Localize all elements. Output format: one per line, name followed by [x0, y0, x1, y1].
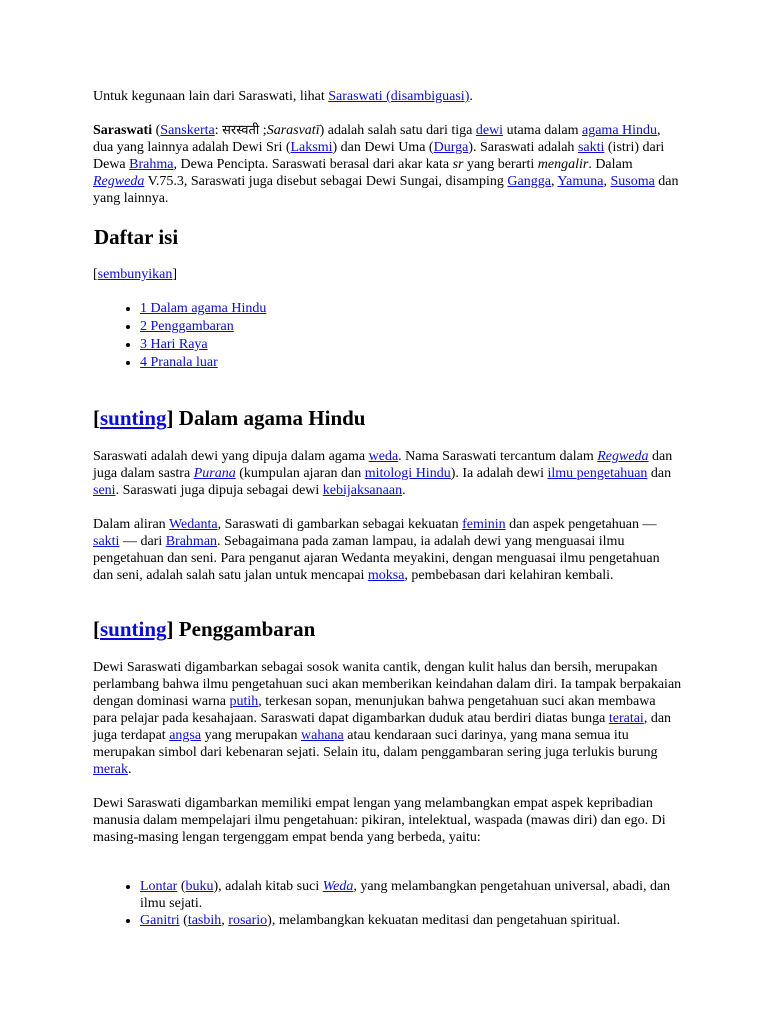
section-title: Dalam agama Hindu [173, 406, 366, 430]
text: utama dalam [503, 123, 582, 138]
text: . Sebagaimana pada zaman lampau, ia adalah dewi yang menguasai ilmu pengetahuan dan seni. Para penganut ajaran Wedanta meyakini, dengan menguasai ilmu pengetahuan dan seni, adalah salah satu jalan untuk mencapai [93, 534, 660, 583]
link-sanskerta[interactable]: Sanskerta [160, 123, 215, 138]
text: dan [647, 466, 672, 481]
text: , [221, 913, 229, 928]
text: , yang melambangkan pengetahuan universal, abadi, dan ilmu sejati. [140, 879, 671, 911]
link-brahman[interactable]: Brahman [165, 534, 218, 549]
toc-link-hari-raya[interactable]: 3 Hari Raya [140, 337, 208, 352]
text: , [550, 174, 558, 189]
link-mitologi-hindu[interactable]: mitologi Hindu [364, 466, 451, 481]
text: , Saraswati di gambarkan sebagai kekuatan [217, 517, 463, 532]
section-heading-dalam-agama-hindu [93, 405, 366, 431]
bracket: [ [93, 617, 100, 641]
text: , [603, 174, 611, 189]
toc-toggle [93, 266, 177, 283]
section-title: Penggambaran [173, 617, 316, 641]
toc-title: Daftar isi [94, 225, 179, 249]
text: , terkesan sopan, menunjukan bahwa pengetahuan suci akan membawa para pelajar pada kesahajaan. Saraswati dapat digambarkan duduk atau berdiri diatas bunga [93, 694, 656, 726]
text: (kumpulan ajaran dan [235, 466, 365, 481]
text: . Saraswati juga dipuja sebagai dewi [115, 483, 323, 498]
text: ) dan Dewi Uma ( [332, 140, 434, 155]
paragraph-dalam-agama-hindu-1 [93, 448, 683, 499]
bracket: ] [166, 617, 174, 641]
text: ), melambangkan kekuatan meditasi dan pengetahuan spiritual. [267, 913, 621, 928]
intro-paragraph [93, 122, 683, 207]
text: ; [259, 123, 267, 138]
link-susoma[interactable]: Susoma [610, 174, 655, 189]
bracket: [ [93, 406, 100, 430]
hatnote [93, 88, 473, 105]
article-subject: Saraswati [93, 123, 153, 138]
text: , pembebasan dari kelahiran kembali. [404, 568, 614, 583]
hatnote-prefix: Untuk kegunaan lain dari Saraswati, lihat [93, 89, 329, 104]
text: (istri) dari Dewa [93, 140, 665, 172]
bracket: ] [166, 406, 174, 430]
toc-link-dalam-agama-hindu[interactable]: 1 Dalam agama Hindu [140, 301, 267, 316]
text: Dewi Saraswati digambarkan sebagai sosok wanita cantik, dengan kulit halus dan bersih, merupakan perlambang bahwa ilmu pengetahuan suci akan memberikan keindahan dalam diri. Ia tampak berpakaian dengan dominasi warna [93, 660, 682, 709]
text: yang merupakan [201, 728, 301, 743]
text: dan aspek pengetahuan — [505, 517, 657, 532]
toc-item [140, 354, 266, 372]
link-tasbih[interactable]: tasbih [187, 913, 222, 928]
link-sakti[interactable]: sakti [577, 140, 605, 155]
link-lontar[interactable]: Lontar [140, 879, 178, 894]
text: ( [152, 123, 161, 138]
text: ), adalah kitab suci [213, 879, 323, 894]
bracket: [ [93, 267, 98, 282]
text: — dari [119, 534, 166, 549]
text: . [127, 762, 132, 777]
paragraph-penggambaran-1 [93, 659, 683, 778]
text: ( [177, 879, 186, 894]
link-seni[interactable]: seni [93, 483, 116, 498]
text: atau kendaraan suci darinya, yang mana semua itu merupakan simbol dari kebenaran sejati. Selain itu, dalam penggambaran sering juga terlukis burung [93, 728, 658, 760]
text: ). Saraswati adalah [468, 140, 578, 155]
iast-name: Sarasvatī [266, 123, 320, 138]
text: , Dewa Pencipta. Saraswati berasal dari akar kata [173, 157, 453, 172]
text: . Nama Saraswati tercantum dalam [398, 449, 598, 464]
link-kebijaksanaan[interactable]: kebijaksanaan [322, 483, 403, 498]
text: dan yang lainnya. [93, 174, 679, 206]
text: Saraswati adalah dewi yang dipuja dalam agama [93, 449, 369, 464]
link-wedanta[interactable]: Wedanta [168, 517, 218, 532]
bracket: ] [172, 267, 177, 282]
toc-link-penggambaran[interactable]: 2 Penggambaran [140, 319, 234, 334]
link-regweda[interactable]: Regweda [93, 174, 145, 189]
list-item [140, 912, 683, 929]
hatnote-suffix: . [469, 89, 473, 104]
text: . [402, 483, 406, 498]
link-laksmi[interactable]: Laksmi [290, 140, 333, 155]
list-item [140, 878, 683, 912]
link-purana[interactable]: Purana [193, 466, 236, 481]
link-gangga[interactable]: Gangga [507, 174, 551, 189]
link-teratai[interactable]: teratai [608, 711, 644, 726]
link-rosario[interactable]: rosario [228, 913, 268, 928]
link-weda[interactable]: weda [368, 449, 399, 464]
toc-item [140, 318, 266, 336]
link-sakti[interactable]: sakti [93, 534, 120, 549]
toc-item [140, 300, 266, 318]
link-buku[interactable]: buku [185, 879, 214, 894]
text: Dalam aliran [93, 517, 169, 532]
link-angsa[interactable]: angsa [169, 728, 202, 743]
link-brahma[interactable]: Brahma [129, 157, 174, 172]
link-ilmu-pengetahuan[interactable]: ilmu pengetahuan [547, 466, 648, 481]
symbols-list [93, 878, 683, 929]
text: ). Ia adalah dewi [450, 466, 548, 481]
link-wahana[interactable]: wahana [301, 728, 344, 743]
link-dewi[interactable]: dewi [475, 123, 504, 138]
edit-link[interactable]: sunting [100, 617, 167, 641]
toc-list [93, 300, 266, 372]
text: yang berarti [463, 157, 538, 172]
link-weda-kitab[interactable]: Weda [322, 879, 354, 894]
text: . Dalam [588, 157, 633, 172]
edit-link[interactable]: sunting [100, 406, 167, 430]
link-agama-hindu[interactable]: agama Hindu [582, 123, 658, 138]
paragraph-dalam-agama-hindu-2 [93, 516, 683, 584]
root-meaning: mengalir [537, 157, 589, 172]
link-feminin[interactable]: feminin [462, 517, 506, 532]
text: ) adalah salah satu dari tiga [319, 123, 476, 138]
link-regweda[interactable]: Regweda [597, 449, 649, 464]
link-putih[interactable]: putih [229, 694, 259, 709]
link-disambiguation[interactable]: Saraswati (disambiguasi) [328, 89, 470, 104]
toc-link-pranala-luar[interactable]: 4 Pranala luar [140, 355, 218, 370]
section-heading-penggambaran [93, 616, 315, 642]
text: ( [179, 913, 188, 928]
devanagari-name: सरस्वती [222, 123, 260, 138]
toc-hide-link[interactable]: sembunyikan [97, 267, 173, 282]
link-durga[interactable]: Durga [433, 140, 469, 155]
text: , dan juga terdapat [93, 711, 672, 743]
link-ganitri[interactable]: Ganitri [140, 913, 180, 928]
link-yamuna[interactable]: Yamuna [557, 174, 604, 189]
link-merak[interactable]: merak [93, 762, 128, 777]
text: : [214, 123, 223, 138]
link-moksa[interactable]: moksa [367, 568, 405, 583]
toc-item [140, 336, 266, 354]
text: dan juga dalam sastra [93, 449, 673, 481]
paragraph-penggambaran-2: Dewi Saraswati digambarkan memiliki empat lengan yang melambangkan empat aspek kepribadian manusia dalam mempelajari ilmu pengetahuan: pikiran, intelektual, waspada (mawas diri) dan ego. Di masing-masing lengan tergenggam empat benda yang berbeda, yaitu: [93, 796, 666, 845]
root-word: sr [452, 157, 464, 172]
text: V.75.3, Saraswati juga disebut sebagai Dewi Sungai, disamping [144, 174, 508, 189]
text: , dua yang lainnya adalah Dewi Sri ( [93, 123, 661, 155]
